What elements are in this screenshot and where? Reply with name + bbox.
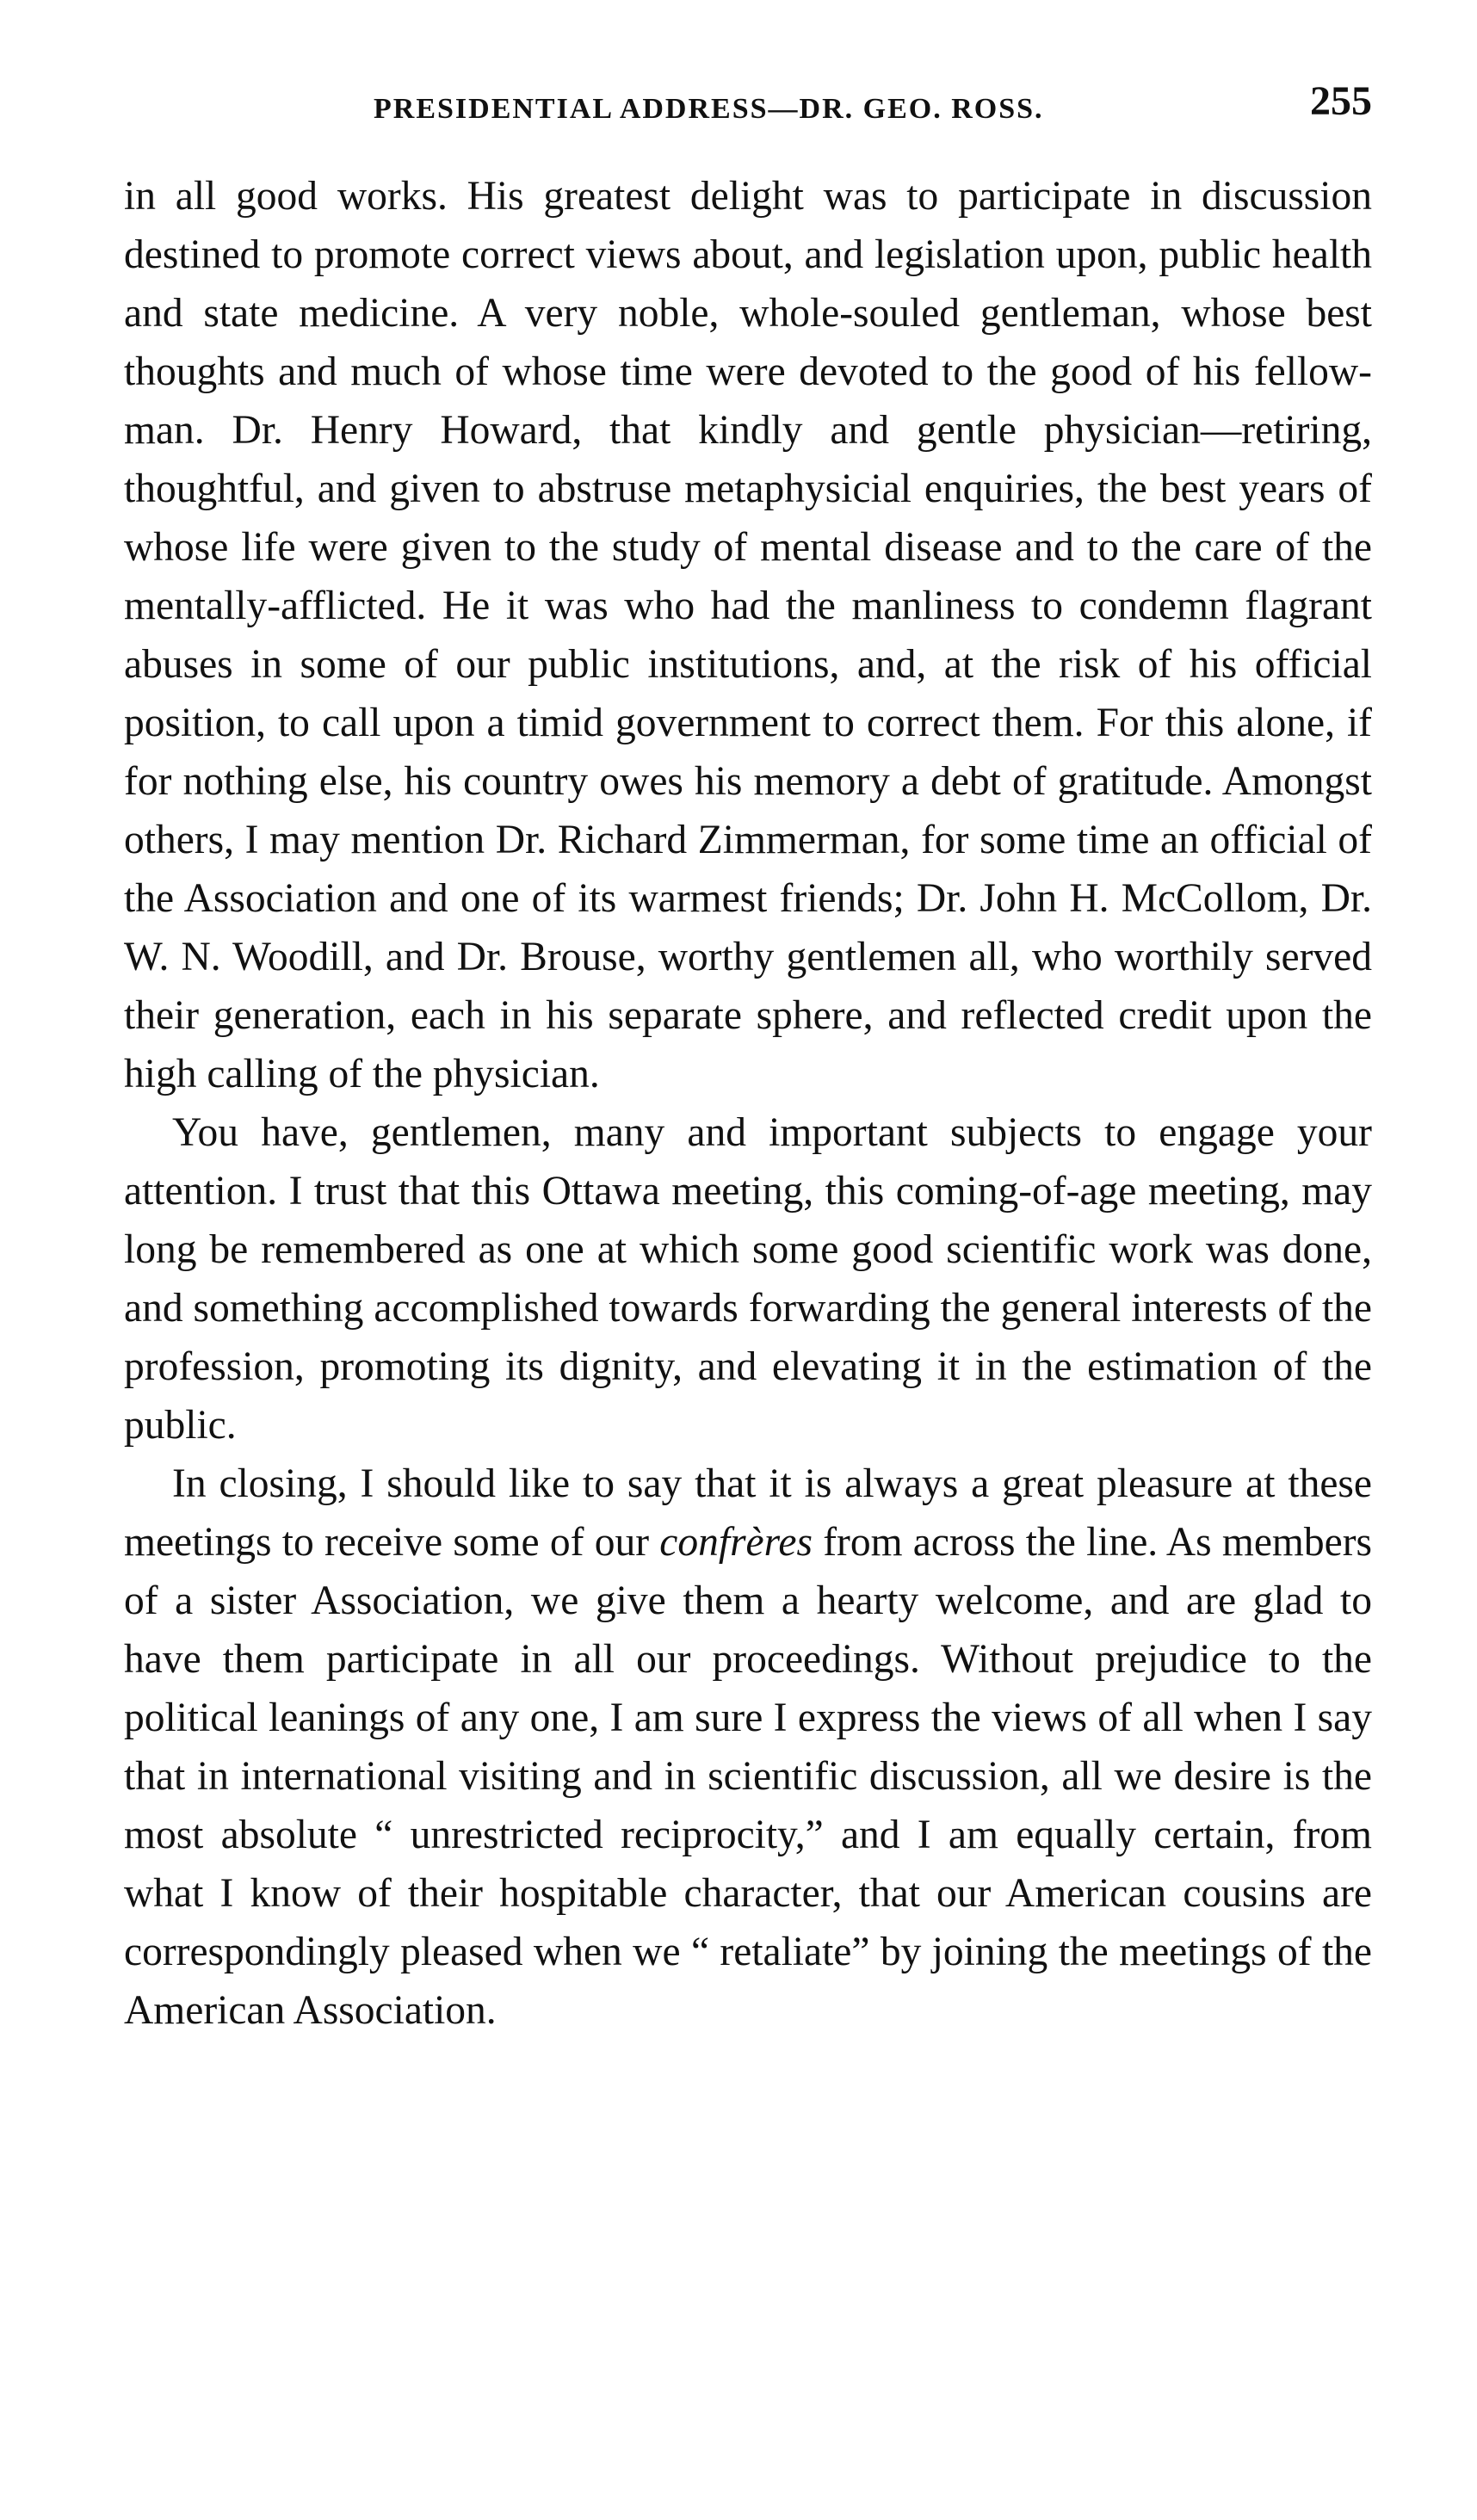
paragraph-ottawa-meeting: You have, gentlemen, many and important subjects to engage your attention. I trust that this Ottawa meeting, this coming-of-age meeting, may long be remembered as one at which some good scientific work was done, and something accomplished towards forwarding the general interests of the profession, promoting its dignity, and elevating it in the estimation of the public. xyxy=(124,1110,1372,1448)
italic-confreres: confrères xyxy=(659,1520,813,1565)
page-number: 255 xyxy=(1310,78,1372,124)
running-head xyxy=(124,77,1372,138)
book-page xyxy=(124,77,1372,2470)
page-body xyxy=(124,167,1372,2040)
paragraph-continuation: in all good works. His greatest delight was to participate in discussion destined to promote correct views about, and legislation upon, public health and state medicine. A very noble, whole-souled gentleman, whose best thoughts and much of whose time were devoted to the good of his fellow-man. Dr. Henry Howard, that kindly and gentle physician—retiring, thoughtful, and given to abstruse metaphysicial enquiries, the best years of whose life were given to the study of mental disease and to the care of the mentally-afflicted. He it was who had the manliness to condemn flagrant abuses in some of our public institutions, and, at the risk of his official position, to call upon a timid government to correct them. For this alone, if for nothing else, his country owes his memory a debt of gratitude. Amongst others, I may mention Dr. Richard Zimmerman, for some time an official of the Association and one of its warmest friends; Dr. John H. McCollom, Dr. W. N. Woodill, and Dr. Brouse, worthy gentlemen all, who worthily served their generation, each in his separate sphere, and reflected credit upon the high calling of the physician. xyxy=(124,174,1372,1096)
closing-text-start: In closing, I should like to say that it is always a great pleasure at these meetings to receive some of our xyxy=(124,1461,1372,1565)
running-title: PRESIDENTIAL ADDRESS—DR. GEO. ROSS. xyxy=(374,93,1044,125)
paragraph-closing xyxy=(124,1455,1372,2040)
closing-text-end: from across the line. As members of a sister Association, we give them a hearty welcome, and are glad to have them participate in all our proceedings. Without prejudice to the political leanings of any one, I am sure I express the views of all when I say that in international visiting and in scientific discussion, all we desire is the most absolute “ unrestricted reciprocity,” and I am equally certain, from what I know of their hospitable character, that our American cousins are correspondingly pleased when we “ retaliate” by joining the meetings of the American Association. xyxy=(124,1520,1372,2033)
